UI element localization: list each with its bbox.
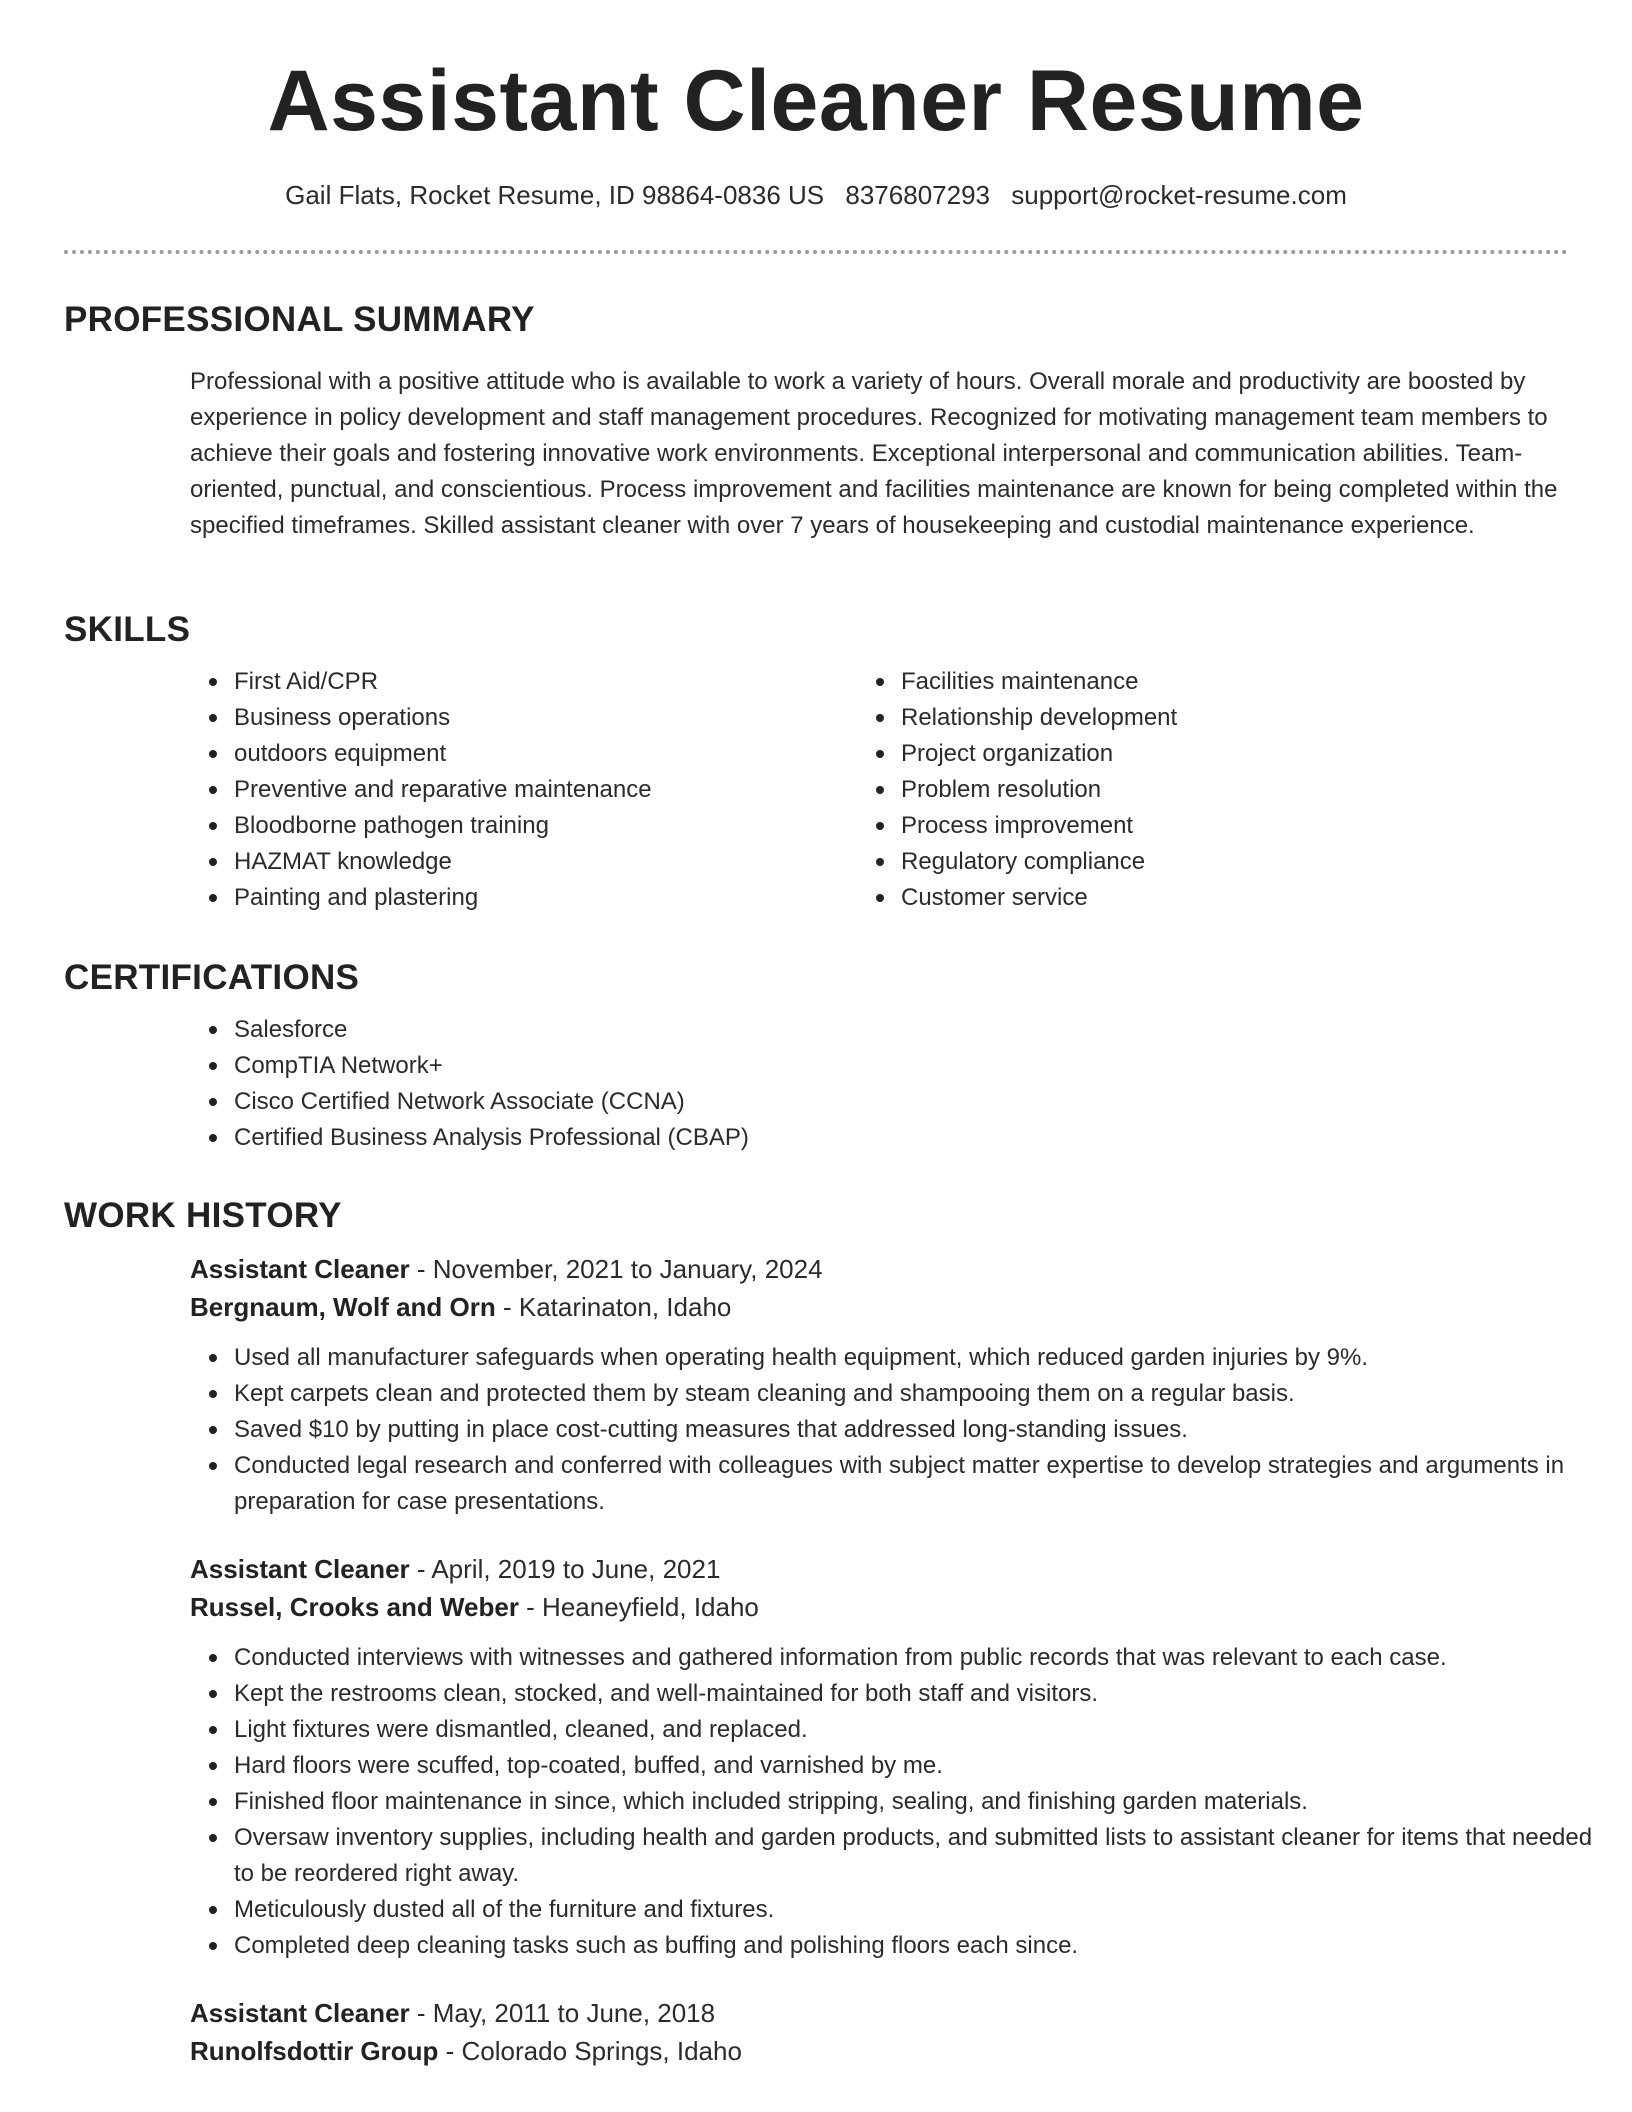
skill-item: Preventive and reparative maintenance: [234, 772, 901, 808]
job-company: Russel, Crooks and Weber: [190, 1592, 519, 1622]
work-history-section: [64, 1196, 1593, 2070]
job-dates: - April, 2019 to June, 2021: [409, 1554, 721, 1584]
job-bullets: [190, 1640, 1614, 1964]
skill-item: Project organization: [901, 736, 1568, 772]
skill-item: First Aid/CPR: [234, 664, 901, 700]
certification-item: CompTIA Network+: [234, 1048, 1568, 1084]
skills-section: [64, 610, 1568, 916]
certification-item: Cisco Certified Network Associate (CCNA): [234, 1084, 1568, 1120]
skill-item: Problem resolution: [901, 772, 1568, 808]
skill-item: Customer service: [901, 880, 1568, 916]
summary-text: Professional with a positive attitude who is available to work a variety of hours. Overall morale and productivity are boosted by experience in policy development and staff management procedures. Recognized for motivating management team members to achieve their goals and fostering innovative work environments. Exceptional interpersonal and communication abilities. Team-oriented, punctual, and conscientious. Process improvement and facilities maintenance are known for being completed within the specified timeframes. Skilled assistant cleaner with over 7 years of housekeeping and custodial maintenance experience.: [190, 368, 1558, 539]
job-entry: [190, 1550, 1593, 1964]
contact-phone: 8376807293: [845, 180, 990, 210]
job-bullet: Saved $10 by putting in place cost-cutting measures that addressed long-standing issues.: [234, 1412, 1614, 1448]
header-divider: [64, 250, 1568, 254]
resume-title: Assistant Cleaner Resume: [267, 53, 1365, 149]
job-company-line: [190, 1588, 1568, 1626]
skill-item: Facilities maintenance: [901, 664, 1568, 700]
job-title-line: [190, 1250, 1568, 1288]
skill-item: Process improvement: [901, 808, 1568, 844]
job-bullet: Hard floors were scuffed, top-coated, buffed, and varnished by me.: [234, 1748, 1614, 1784]
skill-item: outdoors equipment: [234, 736, 901, 772]
summary-heading: PROFESSIONAL SUMMARY: [64, 300, 535, 339]
job-company-line: [190, 2032, 1568, 2070]
job-company: Bergnaum, Wolf and Orn: [190, 1292, 496, 1322]
job-bullet: Conducted interviews with witnesses and gathered information from public records that was relevant to each case.: [234, 1640, 1614, 1676]
job-bullets: [190, 1340, 1614, 1520]
certifications-heading: CERTIFICATIONS: [64, 958, 360, 997]
job-bullet: Kept carpets clean and protected them by steam cleaning and shampooing them on a regular basis.: [234, 1376, 1614, 1412]
contact-line: [0, 180, 1632, 211]
job-title: Assistant Cleaner: [190, 1998, 410, 2028]
job-company: Runolfsdottir Group: [190, 2036, 439, 2066]
job-company-line: [190, 1288, 1568, 1326]
job-title-line: [190, 1994, 1568, 2032]
skill-item: Painting and plastering: [234, 880, 901, 916]
contact-email: support@rocket-resume.com: [1011, 180, 1347, 210]
job-bullet: Used all manufacturer safeguards when operating health equipment, which reduced garden injuries by 9%.: [234, 1340, 1614, 1376]
job-entry: [190, 1250, 1568, 1520]
skills-heading: SKILLS: [64, 610, 191, 649]
job-dates: - November, 2021 to January, 2024: [409, 1254, 823, 1284]
job-bullet: Finished floor maintenance in since, which included stripping, sealing, and finishing garden materials.: [234, 1784, 1614, 1820]
job-bullet: Meticulously dusted all of the furniture and fixtures.: [234, 1892, 1614, 1928]
skill-item: Relationship development: [901, 700, 1568, 736]
work-history-heading: WORK HISTORY: [64, 1196, 342, 1235]
skills-columns: [64, 664, 1568, 916]
skills-list-right: [901, 664, 1568, 916]
certification-item: Certified Business Analysis Professional (CBAP): [234, 1120, 1568, 1156]
job-bullet: Kept the restrooms clean, stocked, and well-maintained for both staff and visitors.: [234, 1676, 1614, 1712]
job-entry: [190, 1994, 1568, 2070]
skill-item: Bloodborne pathogen training: [234, 808, 901, 844]
skill-item: Business operations: [234, 700, 901, 736]
certifications-section: [64, 958, 1568, 1156]
job-location: - Colorado Springs, Idaho: [438, 2036, 742, 2066]
job-dates: - May, 2011 to June, 2018: [409, 1998, 716, 2028]
certifications-list: [64, 1012, 1568, 1156]
job-location: - Heaneyfield, Idaho: [518, 1592, 759, 1622]
job-title-line: [190, 1550, 1568, 1588]
skill-item: Regulatory compliance: [901, 844, 1568, 880]
job-title: Assistant Cleaner: [190, 1554, 410, 1584]
job-location: - Katarinaton, Idaho: [495, 1292, 732, 1322]
job-bullet: Conducted legal research and conferred with colleagues with subject matter expertise to develop strategies and arguments in preparation for case presentations.: [234, 1448, 1614, 1520]
job-title: Assistant Cleaner: [190, 1254, 410, 1284]
job-bullet: Oversaw inventory supplies, including health and garden products, and submitted lists to assistant cleaner for items that needed to be reordered right away.: [234, 1820, 1614, 1892]
summary-section: [64, 300, 1568, 544]
contact-address: Gail Flats, Rocket Resume, ID 98864-0836 US: [285, 180, 825, 210]
skill-item: HAZMAT knowledge: [234, 844, 901, 880]
certification-item: Salesforce: [234, 1012, 1568, 1048]
job-bullet: Light fixtures were dismantled, cleaned, and replaced.: [234, 1712, 1614, 1748]
skills-list-left: [64, 664, 901, 916]
job-bullet: Completed deep cleaning tasks such as buffing and polishing floors each since.: [234, 1928, 1614, 1964]
